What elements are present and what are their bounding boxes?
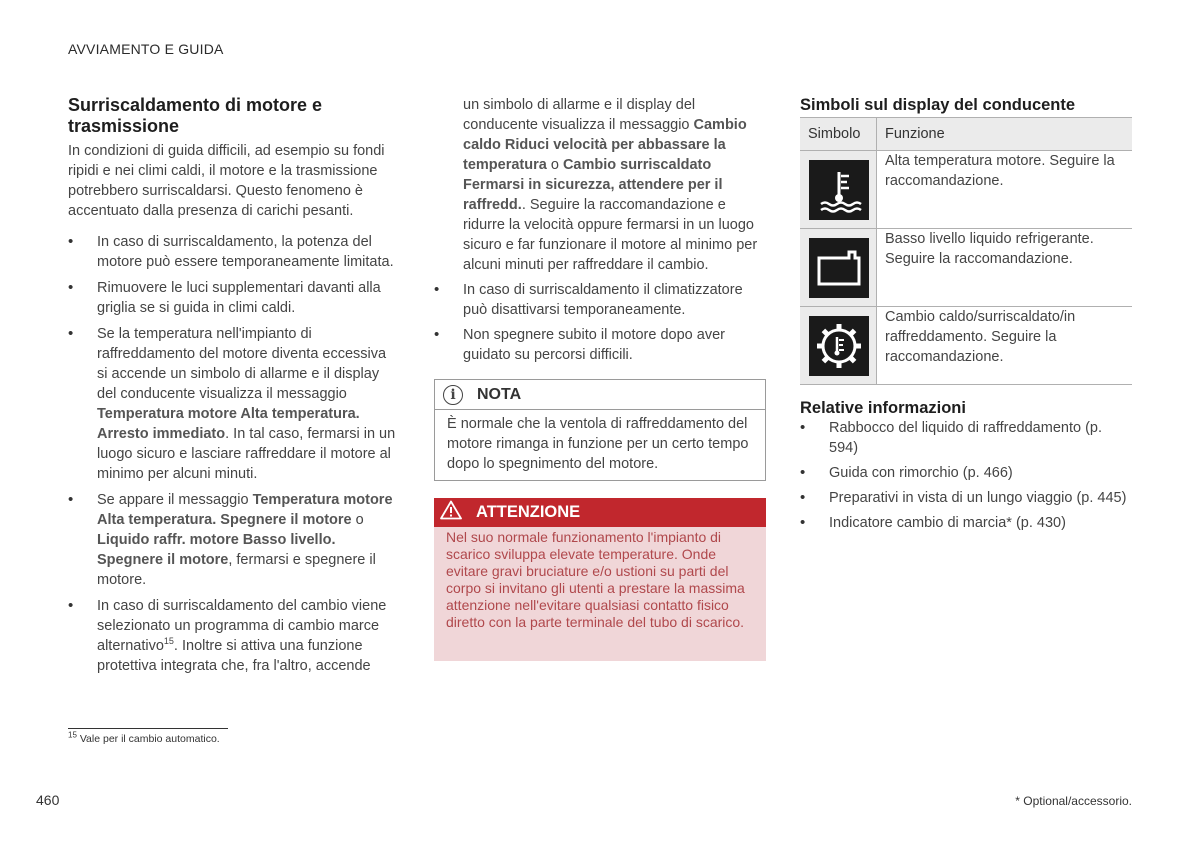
related-title: Relative informazioni [800,399,966,417]
page-number: 460 [36,792,60,808]
list-item: • In caso di surriscaldamento del cambio viene selezionato un programma di cambio marce alternativo$^{15}$. Inoltre si attiva una funzione protettiva integrata che, fra l'altro, accende [68,596,398,676]
related-link[interactable]: • Preparativi in vista di un lungo viaggio (p. 445) [800,488,1132,508]
column-2 [434,95,766,370]
note-title: NOTA [477,385,522,403]
list-item: • In caso di surriscaldamento il climatizzatore può disattivarsi temporaneamente. [434,280,766,320]
function-text: Cambio caldo/surriscaldato/in raffreddamento. Seguire la raccomandazione. [877,307,1133,385]
overheat-list [68,232,398,676]
list-item: • Rimuovere le luci supplementari davanti alla griglia se si guida in climi caldi. [68,278,398,318]
function-text: Basso livello liquido refrigerante. Seguire la raccomandazione. [877,229,1133,307]
section-title: Surriscaldamento di motore e trasmissione [68,95,323,136]
warning-box [434,498,766,661]
related-list [800,418,1132,533]
related-link[interactable]: • Guida con rimorchio (p. 466) [800,463,1132,483]
related-link[interactable]: • Indicatore cambio di marcia* (p. 430) [800,513,1132,533]
note-header [435,380,765,410]
info-icon: i [443,385,463,405]
warning-header [434,498,766,527]
column-1 [68,95,398,682]
warning-text: Nel suo normale funzionamento l'impianto di scarico sviluppa elevate temperature. Onde evitare gravi bruciature e/o ustioni su parti del corpo si invitano gli utenti a prestare la massima attenzione nell'evitare qualsiasi contatto fisico diretto con la parte terminale del tubo di scarico. [446,529,745,630]
symbols-table [800,117,1132,385]
table-row [800,151,1132,229]
warning-triangle-icon [440,500,462,525]
list-item: • Non spegnere subito il motore dopo aver guidato su percorsi difficili. [434,325,766,365]
section-header: AVVIAMENTO E GUIDA [68,41,224,57]
coolant-level-icon [809,238,869,298]
intro-paragraph: In condizioni di guida difficili, ad esempio su fondi ripidi e nei climi caldi, il motore e la trasmissione potrebbero surriscaldarsi. Questo fenomeno è accentuato dalla presenza di carichi pesanti. [68,143,385,219]
overheat-list-continued [434,280,766,365]
note-text: È normale che la ventola di raffreddamento del motore rimanga in funzione per un certo tempo dopo lo spegnimento del motore. [447,416,749,472]
list-item: • In caso di surriscaldamento, la potenza del motore può essere temporaneamente limitata. [68,232,398,272]
function-column-header: Funzione [877,118,1133,151]
engine-temperature-icon [809,160,869,220]
optional-note: * Optional/accessorio. [1015,794,1132,808]
footnote-ref[interactable]: 15 [163,636,174,647]
list-item: • Se la temperatura nell'impianto di raffreddamento del motore diventa eccessiva si accende un simbolo di allarme e il display del conducente visualizza il messaggio Temperatura motore Alta temperatura. Arresto immediato. In tal caso, fermarsi in un luogo sicuro e lasciare raffreddare il motore al minimo per alcuni minuti. [68,324,398,484]
function-text: Alta temperatura motore. Seguire la raccomandazione. [877,151,1133,229]
table-row [800,229,1132,307]
related-link[interactable]: • Rabbocco del liquido di raffreddamento (p. 594) [800,418,1132,458]
footnote: $^{15}$ Vale per il cambio automatico. [68,730,220,745]
column-3 [800,95,1132,115]
note-box [434,379,766,481]
related-info [800,398,1132,538]
footnote-divider [68,728,228,729]
warning-title: ATTENZIONE [476,503,581,521]
table-row [800,307,1132,385]
list-item: • Se appare il messaggio Temperatura motore Alta temperatura. Spegnere il motore o Liquido raffr. motore Basso livello. Spegnere il motore, fermarsi e spegnere il motore. [68,490,398,590]
transmission-temperature-icon [809,316,869,376]
symbol-column-header: Simbolo [800,118,877,151]
continued-paragraph: un simbolo di allarme e il display del conducente visualizza il messaggio Cambio caldo Riduci velocità per abbassare la temperatura o Cambio surriscaldato Fermarsi in sicurezza, attendere per il raffredd.. Seguire la raccomandazione e ridurre la velocità oppure fermarsi in un luogo sicuro e far funzionare il motore al minimo per alcuni minuti per raffreddare il cambio. [463,97,758,273]
symbols-title: Simboli sul display del conducente [800,96,1076,114]
